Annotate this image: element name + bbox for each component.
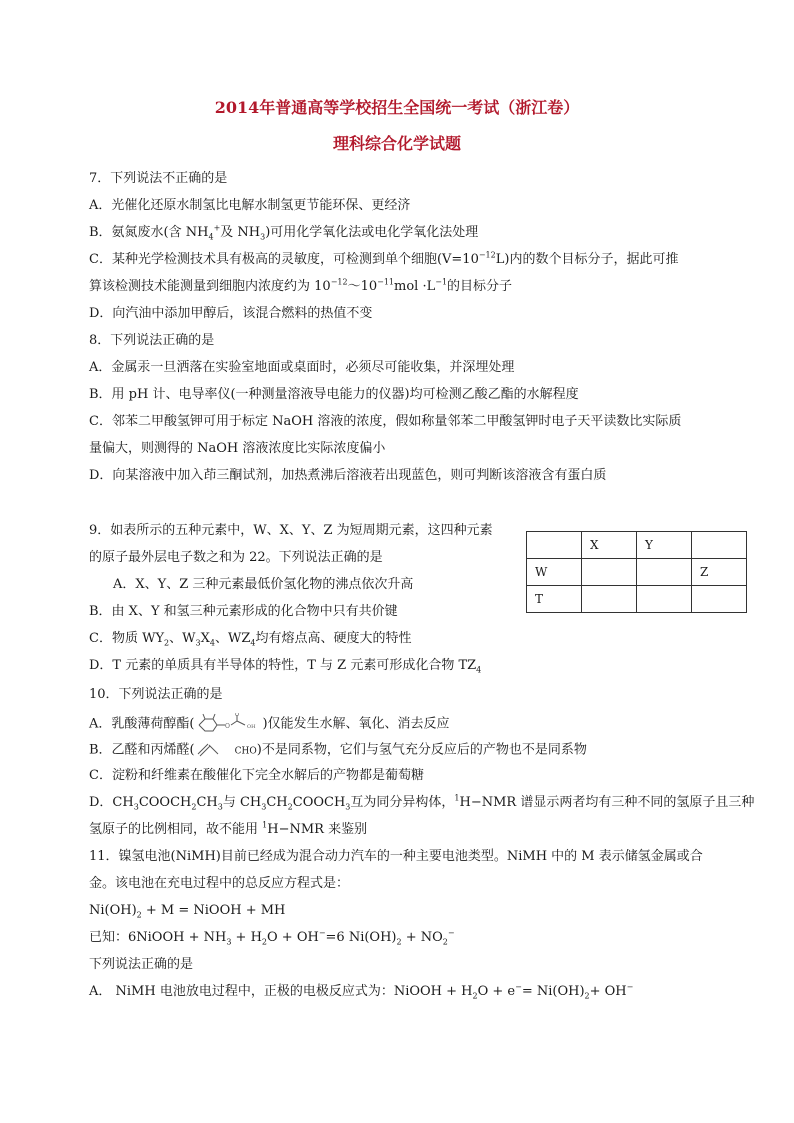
table-cell — [692, 586, 747, 613]
q9-option-b: B．由 X、Y 和氢三种元素形成的化合物中只有共价键 — [89, 604, 398, 619]
q9-option-c: C．物质 $WY_2$、$W_3X_4$、$WZ_4$均有熔点高、硬度大的特性 — [89, 631, 412, 648]
q8-option-c-line1: C．邻苯二甲酸氢钾可用于标定 NaOH 溶液的浓度，假如称量邻苯二甲酸氢钾时电子天平读数比实际质 — [89, 414, 682, 429]
svg-text:OH: OH — [247, 724, 256, 730]
table-cell: W — [527, 559, 582, 586]
table-cell: X — [582, 532, 637, 559]
q10-option-a: A．乳酸薄荷醇酯( O O OH )仅能发生水解、氧化、消去反应 — [89, 713, 450, 735]
exam-subtitle: 理科综合化学试题 — [332, 134, 461, 153]
table-cell: Z — [692, 559, 747, 586]
periodic-table-fragment — [526, 531, 747, 613]
q10-option-b: B．乙醛和丙烯醛( CHO)不是同系物，它们与氢气充分反应后的产物也不是同系物 — [89, 740, 587, 761]
q10-option-d-line2: 氢原子的比例相同，故不能用 $^1$H−NMR 来鉴别 — [89, 820, 368, 837]
exam-title: 2014年普通高等学校招生全国统一考试（浙江卷） — [214, 98, 580, 117]
q11-equation-known: 已知：6NiOOH + $NH_3 + H_2O + OH^-=6$ $Ni(OH)_2 + NO_2^-$ — [89, 928, 455, 947]
table-cell — [582, 586, 637, 613]
q7-option-c-line1: C．某种光学检测技术具有极高的灵敏度，可检测到单个细胞$(V=10^{-12}L)$内的数个目标分子，据此可推 — [89, 250, 679, 267]
acrolein-structure-icon — [196, 740, 234, 760]
q8-option-b: B．用 pH 计、电导率仪(一种测量溶液导电能力的仪器)均可检测乙酸乙酯的水解程度 — [89, 387, 579, 402]
q9-stem-line2: 的原子最外层电子数之和为 22。下列说法正确的是 — [89, 550, 383, 565]
q11-stem-line1: 11．镍氢电池(NiMH)目前已经成为混合动力汽车的一种主要电池类型。NiMH 中的 M 表示储氢金属或合 — [89, 849, 703, 864]
table-cell — [692, 532, 747, 559]
q11-option-a: A． NiMH 电池放电过程中，正极的电极反应式为：NiOOH + $H_2O + e^-= Ni(OH)_2+ OH^-$ — [89, 982, 634, 1001]
q8-option-c-line2: 量偏大，则测得的 NaOH 溶液浓度比实际浓度偏小 — [89, 441, 386, 456]
svg-text:O: O — [225, 723, 231, 730]
q7-option-a: A．光催化还原水制氢比电解水制氢更节能环保、更经济 — [89, 198, 411, 213]
svg-text:O: O — [235, 713, 240, 718]
q9-stem-line1: 9．如表所示的五种元素中，W、X、Y、Z 为短周期元素，这四种元素 — [89, 523, 493, 538]
q11-stem-line3: 下列说法正确的是 — [89, 957, 194, 972]
table-cell — [582, 559, 637, 586]
q7-stem: 7．下列说法不正确的是 — [89, 171, 228, 186]
q10-option-d-line1: D．$CH_3COOCH_2CH_3$与 $CH_3CH_2COOCH_3$互为同分异构体，$^1$H−NMR 谱显示两者均有三种不同的氢原子且三种 — [89, 793, 755, 812]
table-cell — [637, 586, 692, 613]
table-cell — [527, 532, 582, 559]
q10-option-c: C．淀粉和纤维素在酸催化下完全水解后的产物都是葡萄糖 — [89, 768, 424, 783]
q11-stem-line2: 金。该电池在充电过程中的总反应方程式是： — [89, 876, 350, 891]
q10-stem: 10．下列说法正确的是 — [89, 687, 223, 702]
q9-option-a: A．X、Y、Z 三种元素最低价氢化物的沸点依次升高 — [113, 577, 414, 592]
q8-option-a: A．金属汞一旦洒落在实验室地面或桌面时，必须尽可能收集，并深埋处理 — [89, 360, 515, 375]
q7-option-c-line2: 算该检测技术能测量到细胞内浓度约为 $10^{-12}\sim 10^{-11}mol \cdot L^{-1}$的目标分子 — [89, 277, 513, 294]
menthyl-lactate-structure-icon — [195, 713, 261, 735]
table-cell: Y — [637, 532, 692, 559]
q8-option-d: D．向某溶液中加入茚三酮试剂，加热煮沸后溶液若出现蓝色，则可判断该溶液含有蛋白质 — [89, 468, 607, 483]
q7-option-d: D．向汽油中添加甲醇后，该混合燃料的热值不变 — [89, 306, 373, 321]
table-row — [527, 586, 747, 613]
q7-option-b: B．氨氮废水(含 $NH_4^+$及 $NH_3$)可用化学氧化法或电化学氧化法处理 — [89, 223, 479, 242]
table-row — [527, 559, 747, 586]
table-row — [527, 532, 747, 559]
table-cell: T — [527, 586, 582, 613]
q11-equation-charge: $Ni(OH)_2 + M$ = NiOOH + MH — [89, 903, 286, 920]
q9-option-d: D．T 元素的单质具有半导体的特性，T 与 Z 元素可形成化合物 $TZ_4$ — [89, 658, 482, 675]
q8-stem: 8．下列说法正确的是 — [89, 333, 215, 348]
cho-group-label: CHO — [234, 746, 257, 757]
table-cell — [637, 559, 692, 586]
